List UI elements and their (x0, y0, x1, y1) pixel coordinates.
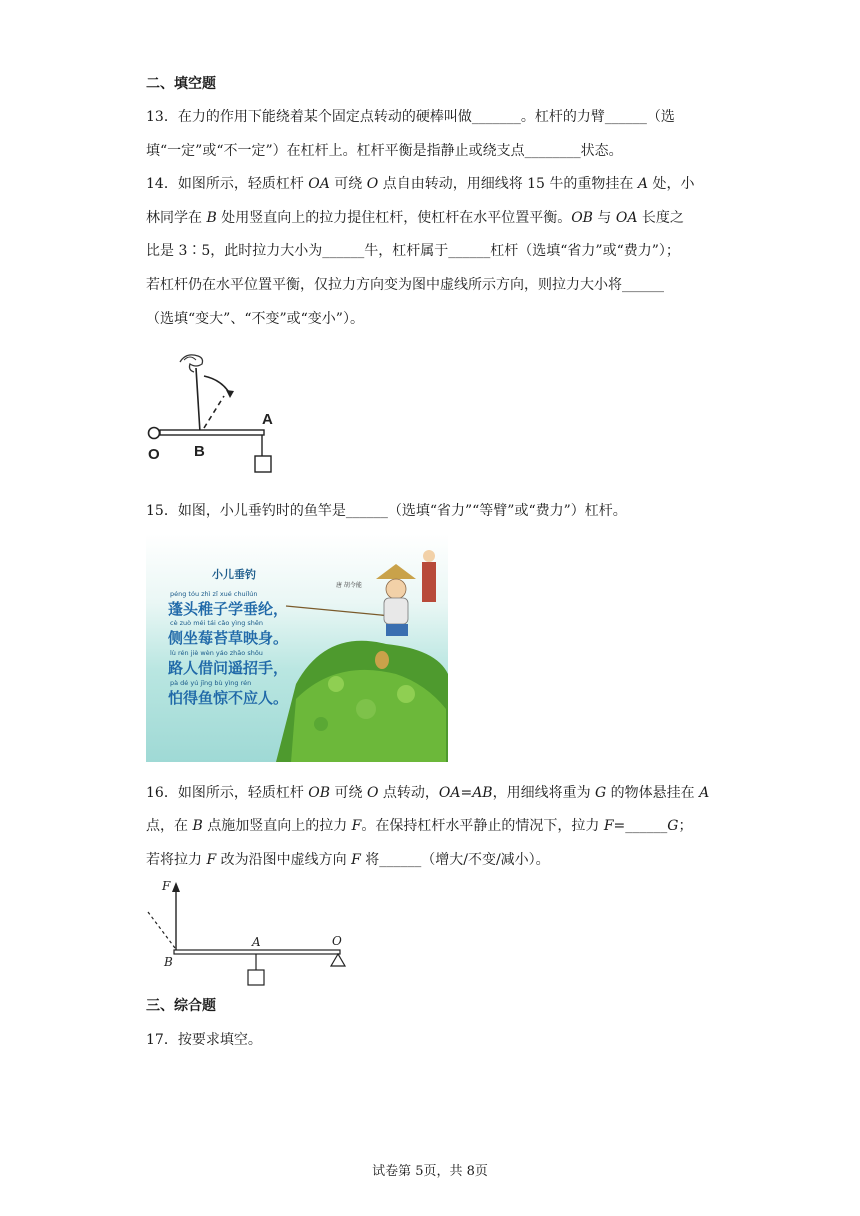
passerby-figure (422, 562, 436, 602)
poem-pinyin-1: péng tóu zhì zǐ xué chuílún (170, 590, 258, 598)
poem-line-2: 侧坐莓苔草映身。 (168, 629, 289, 647)
pivot-triangle-icon (331, 954, 345, 966)
poem-pinyin-2: cè zuò méi tái cǎo yìng shēn (170, 619, 264, 627)
vertical-force-line (196, 368, 200, 432)
q16-lever-figure (144, 876, 354, 988)
section-heading-fill-in: 二、填空题 (146, 76, 216, 92)
gourd-icon (375, 651, 389, 669)
section-heading-comprehensive: 三、综合题 (146, 998, 216, 1014)
q13-line-2: 填“一定”或“不一定”）在杠杆上。杠杆平衡是指静止或绕支点________状态。 (146, 143, 623, 159)
q16-line-3: 若将拉力 F 改为沿图中虚线方向 F 将______（增大/不变/减小）。 (146, 852, 550, 868)
lever-oa (160, 430, 264, 435)
weight-block (255, 456, 271, 472)
label-f: F (162, 879, 171, 893)
poem-pinyin-3: lù rén jiè wèn yáo zhāo shǒu (170, 649, 263, 657)
page-footer: 试卷第 5页，共 8页 (372, 1164, 488, 1179)
straw-hat-icon (376, 564, 416, 579)
fishing-poem-illustration (146, 534, 448, 762)
q14-line-4: 若杠杆仍在水平位置平衡，仅拉力方向变为图中虚线所示方向，则拉力大小将______ (146, 277, 664, 293)
dashed-force-line (204, 396, 224, 428)
q14-lever-figure (144, 346, 284, 478)
label-o: O (148, 446, 160, 463)
poem-line-3: 路人借问遥招手， (168, 659, 289, 677)
q14-line-5: （选填“变大”、“不变”或“变小”）。 (146, 311, 364, 327)
label-a: A (252, 935, 261, 949)
pivot-o-icon (149, 428, 160, 439)
q16-line-1: 16．如图所示，轻质杠杆 OB 可绕 O 点转动，OA=AB，用细线将重为 G 的物体悬挂在 A (146, 785, 710, 801)
label-b: B (164, 955, 173, 969)
weight-block (248, 970, 264, 985)
poem-pinyin-4: pà dé yú jīng bù yìng rén (170, 679, 252, 687)
q16-line-2: 点，在 B 点施加竖直向上的拉力 F。在保持杠杆水平静止的情况下，拉力 F=______G； (146, 818, 693, 834)
fishing-rod (286, 606, 391, 616)
q14-line-3: 比是 3∶5，此时拉力大小为______牛，杠杆属于______杠杆（选填“省力”或“费力”）； (146, 243, 680, 259)
curved-arrow-icon (204, 376, 230, 394)
lever-ob (174, 950, 340, 954)
label-a: A (262, 411, 273, 428)
label-o: O (332, 934, 342, 948)
label-b: B (194, 443, 205, 460)
poem-line-1: 蓬头稚子学垂纶， (168, 600, 289, 618)
poem-author: 唐 胡令能 (336, 582, 362, 589)
dashed-force-line (148, 912, 175, 948)
q14-line-2: 林同学在 B 处用竖直向上的拉力提住杠杆，使杠杆在水平位置平衡。OB 与 OA 长度之 (146, 210, 684, 226)
poem-title: 小儿垂钓 (212, 568, 256, 581)
q17-line-1: 17．按要求填空。 (146, 1032, 262, 1048)
q15-line-1: 15．如图，小儿垂钓时的鱼竿是______（选填“省力”“等臂”或“费力”）杠杆。 (146, 503, 627, 519)
q13-line-1: 13．在力的作用下能绕着某个固定点转动的硬棒叫做_______。杠杆的力臂______（选 (146, 109, 675, 125)
poem-line-4: 怕得鱼惊不应人。 (168, 689, 289, 707)
q14-line-1: 14．如图所示，轻质杠杆 OA 可绕 O 点自由转动，用细线将 15 牛的重物挂在 A 处，小 (146, 176, 695, 192)
